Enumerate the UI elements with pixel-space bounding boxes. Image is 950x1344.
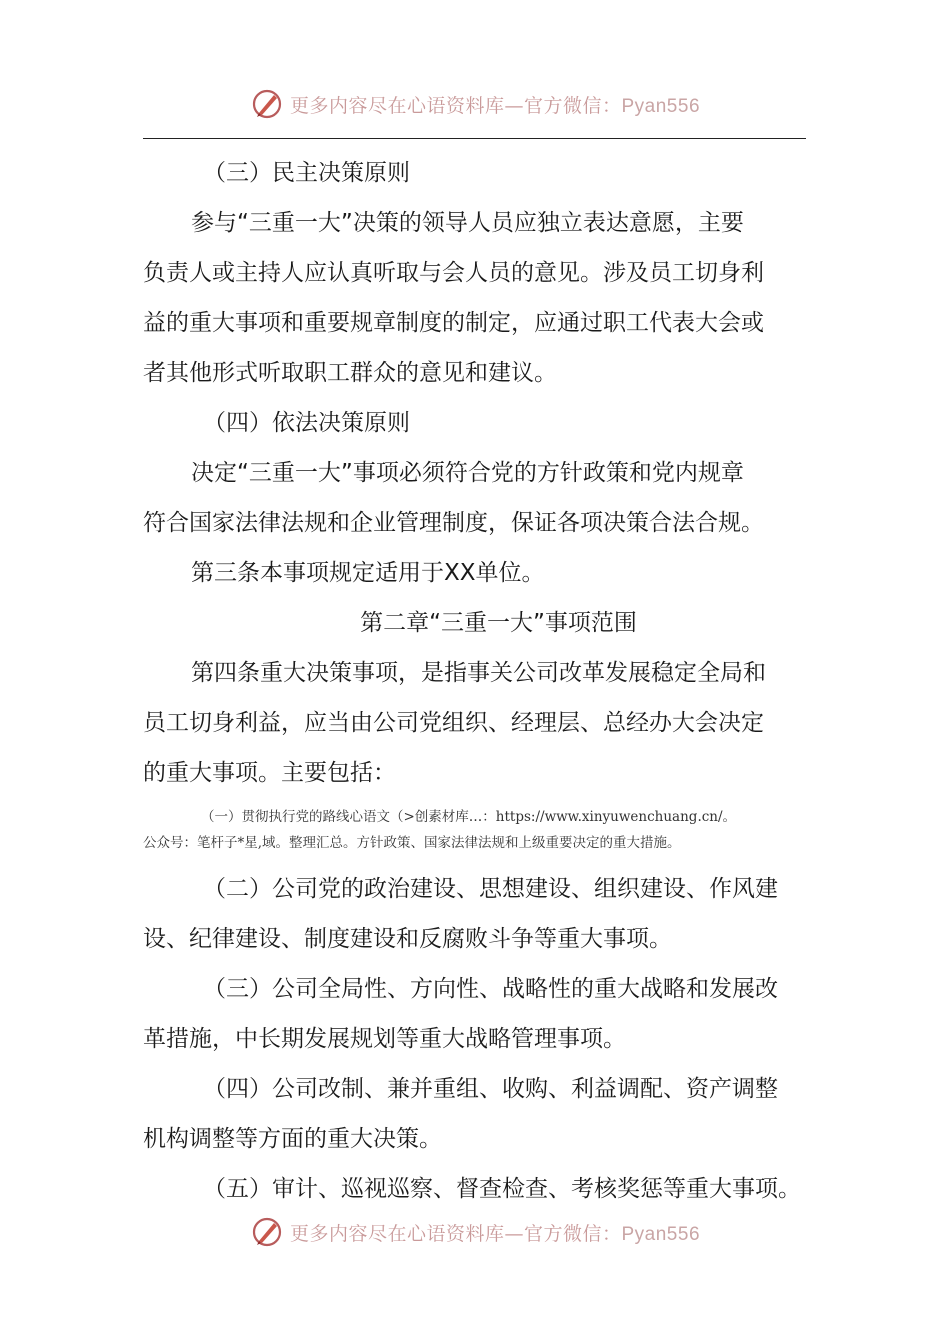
paragraph-line: 符合国家法律法规和企业管理制度，保证各项决策合法合规。: [143, 510, 764, 536]
list-item-line: 设、纪律建设、制度建设和反腐败斗争等重大事项。: [143, 926, 672, 952]
chapter-title: 第二章“三重一大”事项范围: [360, 610, 637, 636]
paragraph-line: 第三条本事项规定适用于XX单位。: [191, 560, 545, 586]
note-line: （一）贯彻执行党的路线心语文（>创素材库…：https://www.xinyuwenchuang.cn/。: [201, 809, 737, 825]
section-heading: （三）民主决策原则: [203, 160, 410, 186]
section-heading: （四）依法决策原则: [203, 410, 410, 436]
list-item-line: 革措施，中长期发展规划等重大战略管理事项。: [143, 1026, 626, 1052]
wechat-id: Pyan556: [621, 1223, 701, 1245]
list-item-line: （五）审计、巡视巡察、督查检查、考核奖惩等重大事项。: [203, 1176, 801, 1202]
header-watermark: [0, 84, 950, 124]
header-divider: [143, 138, 806, 139]
paragraph-line: 的重大事项。主要包括：: [143, 760, 396, 786]
paragraph-line: 参与“三重一大”决策的领导人员应独立表达意愿，主要: [191, 210, 744, 236]
list-item-line: （三）公司全局性、方向性、战略性的重大战略和发展改: [203, 976, 778, 1002]
list-item-line: 机构调整等方面的重大决策。: [143, 1126, 442, 1152]
paragraph-line: 益的重大事项和重要规章制度的制定，应通过职工代表大会或: [143, 310, 764, 336]
pen-logo-icon: [250, 87, 284, 121]
list-item-line: （四）公司改制、兼并重组、收购、利益调配、资产调整: [203, 1076, 778, 1102]
paragraph-line: 者其他形式听取职工群众的意见和建议。: [143, 360, 557, 386]
watermark-text: 更多内容尽在心语资料库—官方微信：Pyan556: [289, 94, 701, 117]
paragraph-line: 员工切身利益，应当由公司党组织、经理层、总经办大会决定: [143, 710, 764, 736]
inserted-note: [143, 798, 806, 864]
paragraph-line: 第四条重大决策事项，是指事关公司改革发展稳定全局和: [191, 660, 766, 686]
list-item-line: （二）公司党的政治建设、思想建设、组织建设、作风建: [203, 876, 778, 902]
paragraph-line: 决定“三重一大”事项必须符合党的方针政策和党内规章: [191, 460, 744, 486]
footer-watermark: [0, 1212, 950, 1252]
note-line: 公众号：笔杆子*星,域。整理汇总。方针政策、国家法律法规和上级重要决定的重大措施。: [143, 835, 681, 851]
pen-logo-icon: [250, 1215, 284, 1249]
document-body: [143, 148, 806, 1214]
paragraph-line: 负责人或主持人应认真听取与会人员的意见。涉及员工切身利: [143, 260, 764, 286]
wechat-id: Pyan556: [621, 95, 701, 117]
watermark-text: 更多内容尽在心语资料库—官方微信：Pyan556: [289, 1222, 701, 1245]
